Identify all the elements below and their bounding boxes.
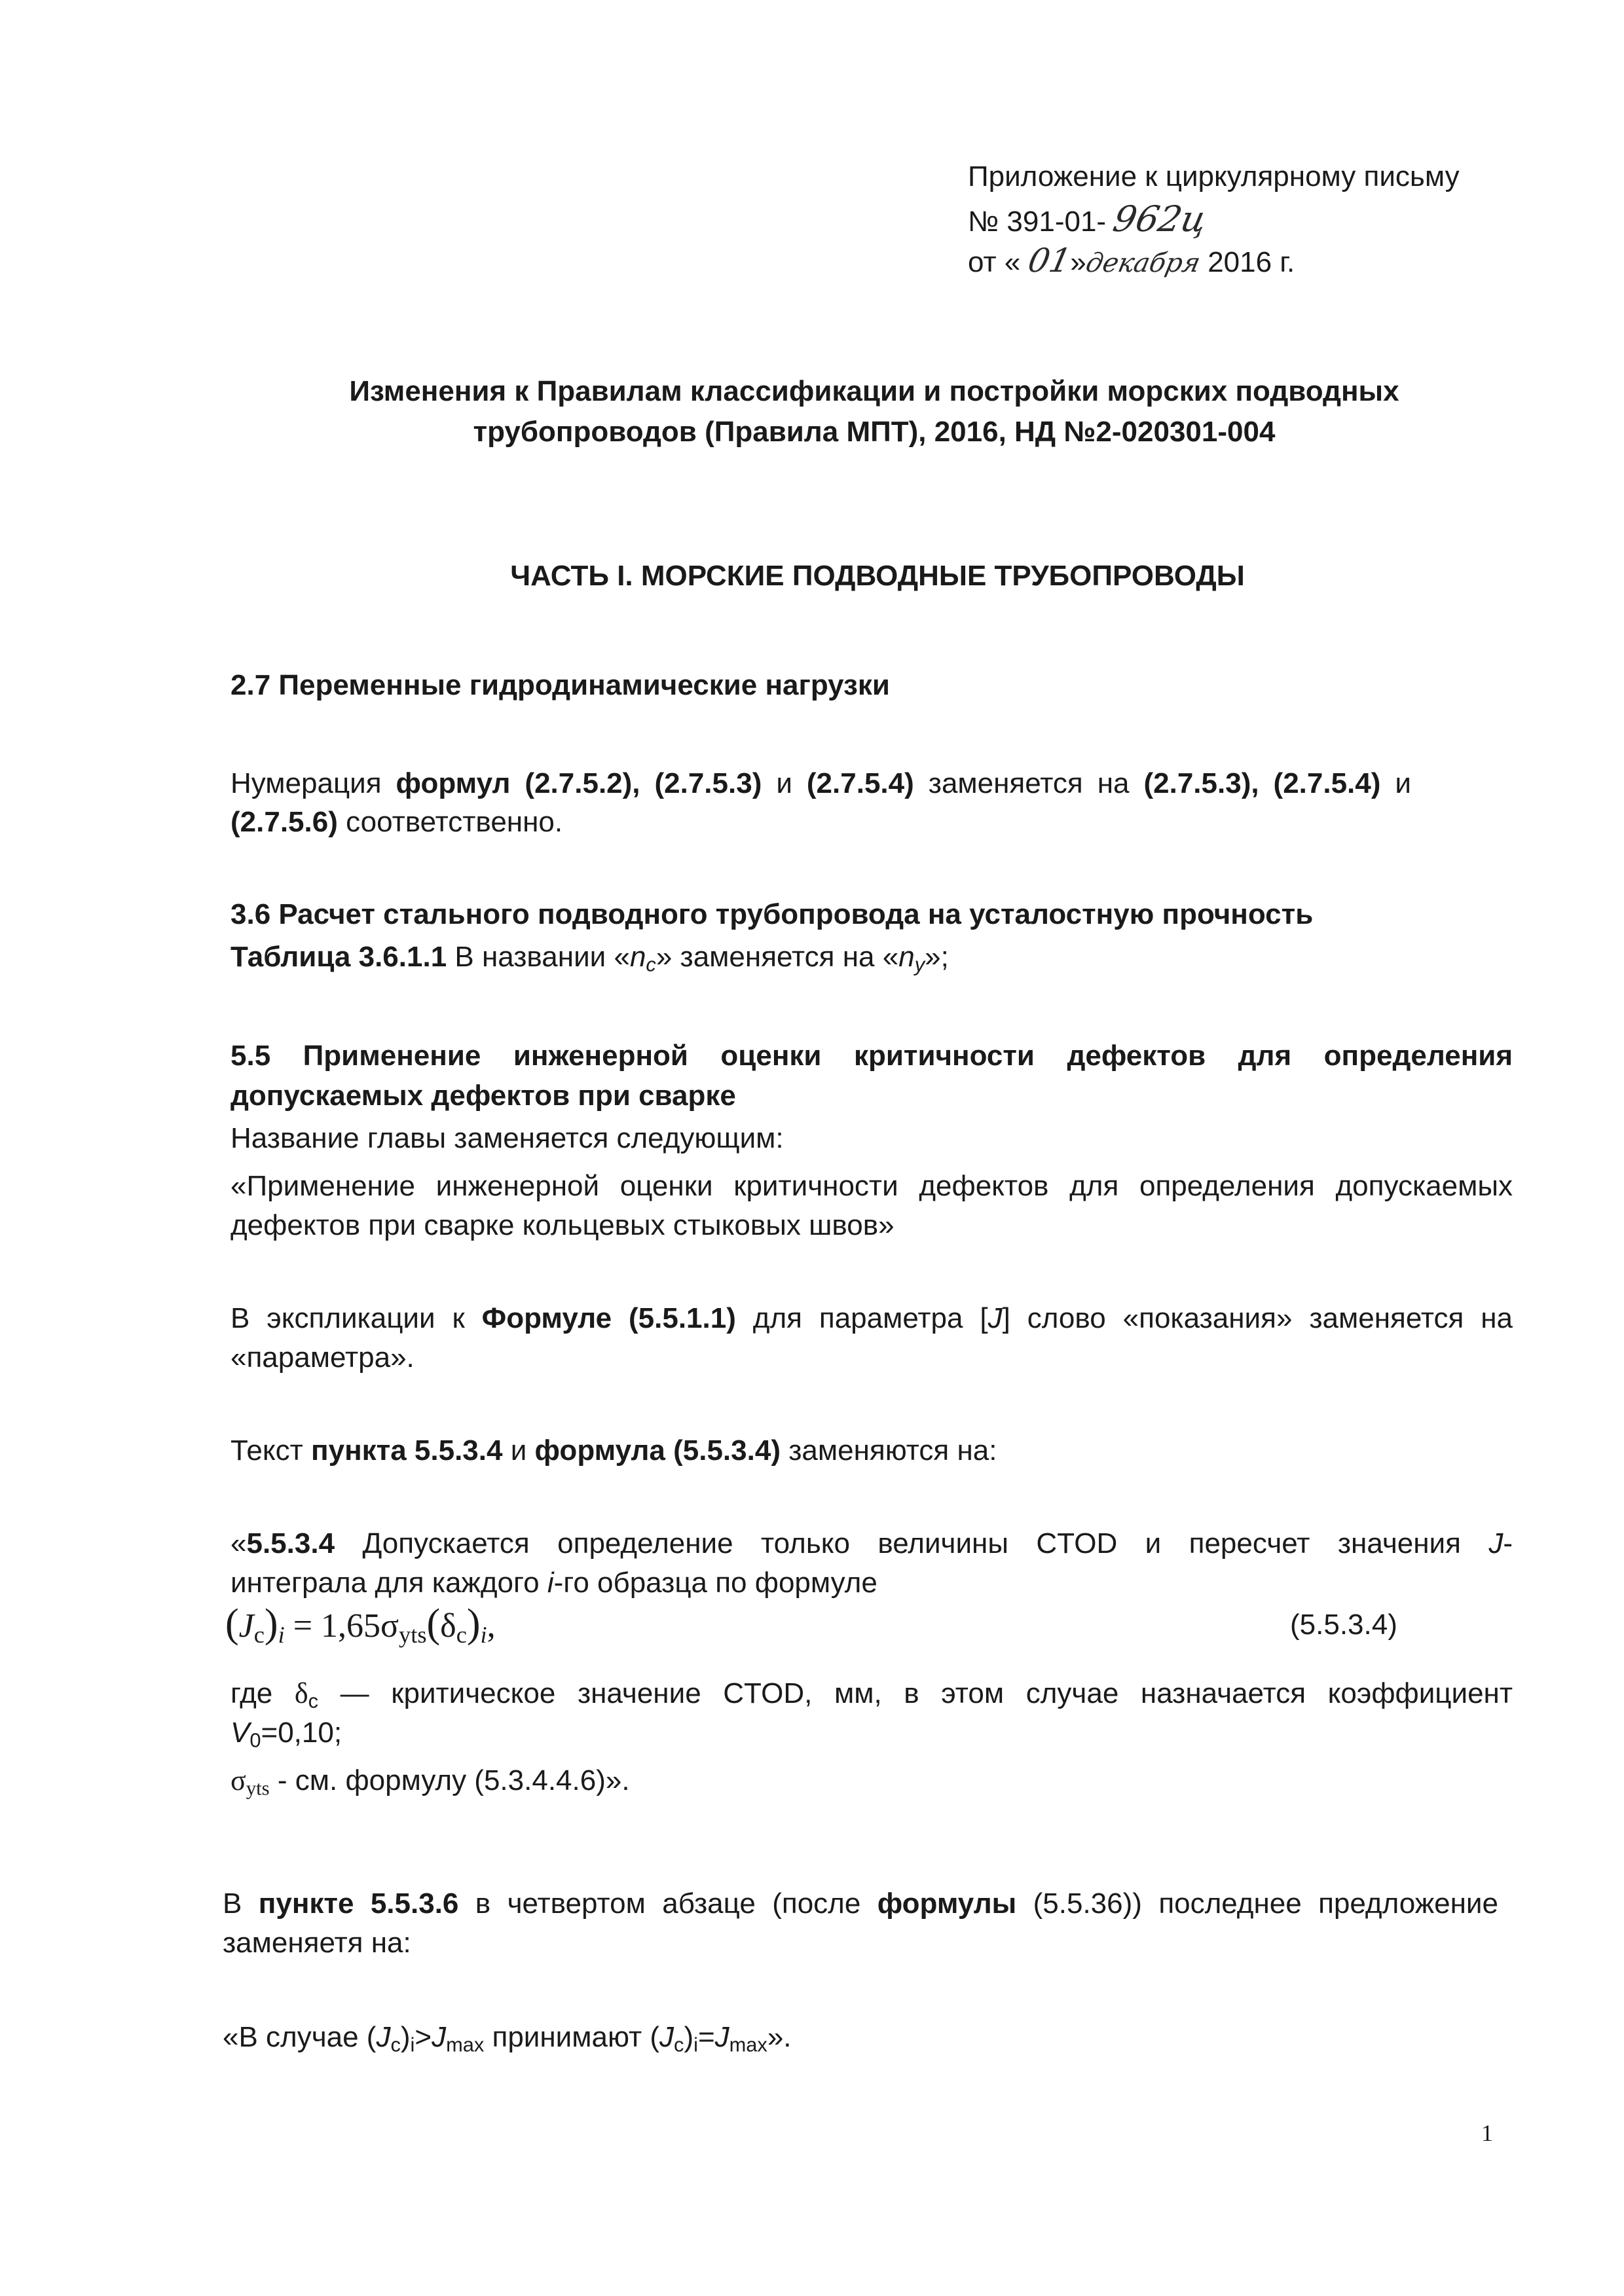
- section-5-5-quote-line-2: дефектов при сварке кольцевых стыковых швов»: [231, 1209, 895, 1241]
- where-line-1: где $\delta_c$ — критическое значение CTOD, мм, в этом случае назначается коэффициент: [231, 1677, 1513, 1713]
- section-2-7-para-line-2: (2.7.5.6) соответственно.: [231, 806, 563, 838]
- p5534-line-1: «5.5.3.4 Допускается определение только величины CTOD и пересчет значения J-: [231, 1527, 1513, 1559]
- header-date-line: от « 01»декабря 2016 г.: [968, 241, 1295, 283]
- explication-line-1: В экспликации к Формуле (5.5.1.1) для параметра [J] слово «показания» заменяется на: [231, 1302, 1513, 1334]
- formula-5-5-3-4: $(J_c)_i = 1,65\sigma_{yts}(\delta_c)_i$,: [225, 1601, 496, 1649]
- header-line-1: Приложение к циркулярному письму: [968, 160, 1460, 192]
- handwritten-day: 01: [1024, 242, 1075, 280]
- section-2-7-heading: 2.7 Переменные гидродинамические нагрузки: [231, 669, 890, 701]
- sigma-note: $\sigma_{yts}$ - см. формулу (5.3.4.4.6)».: [231, 1764, 630, 1800]
- section-5-5-para-1: Название главы заменяется следующим:: [231, 1122, 784, 1154]
- p5536-quote: «В случае $(J_c)_i>J_{max}$ принимают $(J_c)_i=J_{max}$».: [223, 2021, 792, 2056]
- doc-title-line-2: трубопроводов (Правила МПТ), 2016, НД №2-020301-004: [473, 416, 1276, 448]
- section-5-5-quote-line-1: «Применение инженерной оценки критичности дефектов для определения допускаемых: [231, 1170, 1513, 1202]
- page-number: 1: [1481, 2120, 1493, 2146]
- doc-title-line-1: Изменения к Правилам классификации и постройки морских подводных: [349, 375, 1399, 407]
- text-5-5-3-4-note: Текст пункта 5.5.3.4 и формула (5.5.3.4) заменяются на:: [231, 1434, 997, 1467]
- section-2-7-para-line-1: Нумерация формул (2.7.5.2), (2.7.5.3) и (2.7.5.4) заменяется на (2.7.5.3), (2.7.5.4) и: [231, 767, 1411, 799]
- section-5-5-heading-line-1: 5.5 Применение инженерной оценки критичности дефектов для определения: [231, 1040, 1513, 1072]
- table-3-6-1-1-note: Таблица 3.6.1.1 В названии «$n_c$» заменяется на «$n_y$»;: [231, 941, 949, 976]
- part-heading: ЧАСТЬ I. МОРСКИЕ ПОДВОДНЫЕ ТРУБОПРОВОДЫ: [510, 560, 1245, 592]
- p5534-line-2: интеграла для каждого i-го образца по формуле: [231, 1567, 877, 1599]
- header-number-line: № 391-01- 962ц: [968, 198, 1211, 240]
- section-5-5-heading-line-2: допускаемых дефектов при сварке: [231, 1080, 736, 1112]
- where-line-2: $V_0=0,10$;: [231, 1717, 342, 1752]
- handwritten-number: 962ц: [1109, 198, 1211, 240]
- handwritten-month: декабря: [1082, 248, 1203, 278]
- formula-number: (5.5.3.4): [1290, 1609, 1397, 1641]
- p5536-line-1: В пункте 5.5.3.6 в четвертом абзаце (после формулы (5.5.36)) последнее предложение: [223, 1887, 1498, 1920]
- explication-line-2: «параметра».: [231, 1341, 415, 1374]
- section-3-6-heading: 3.6 Расчет стального подводного трубопровода на усталостную прочность: [231, 898, 1314, 930]
- p5536-line-2: заменяетя на:: [223, 1927, 411, 1959]
